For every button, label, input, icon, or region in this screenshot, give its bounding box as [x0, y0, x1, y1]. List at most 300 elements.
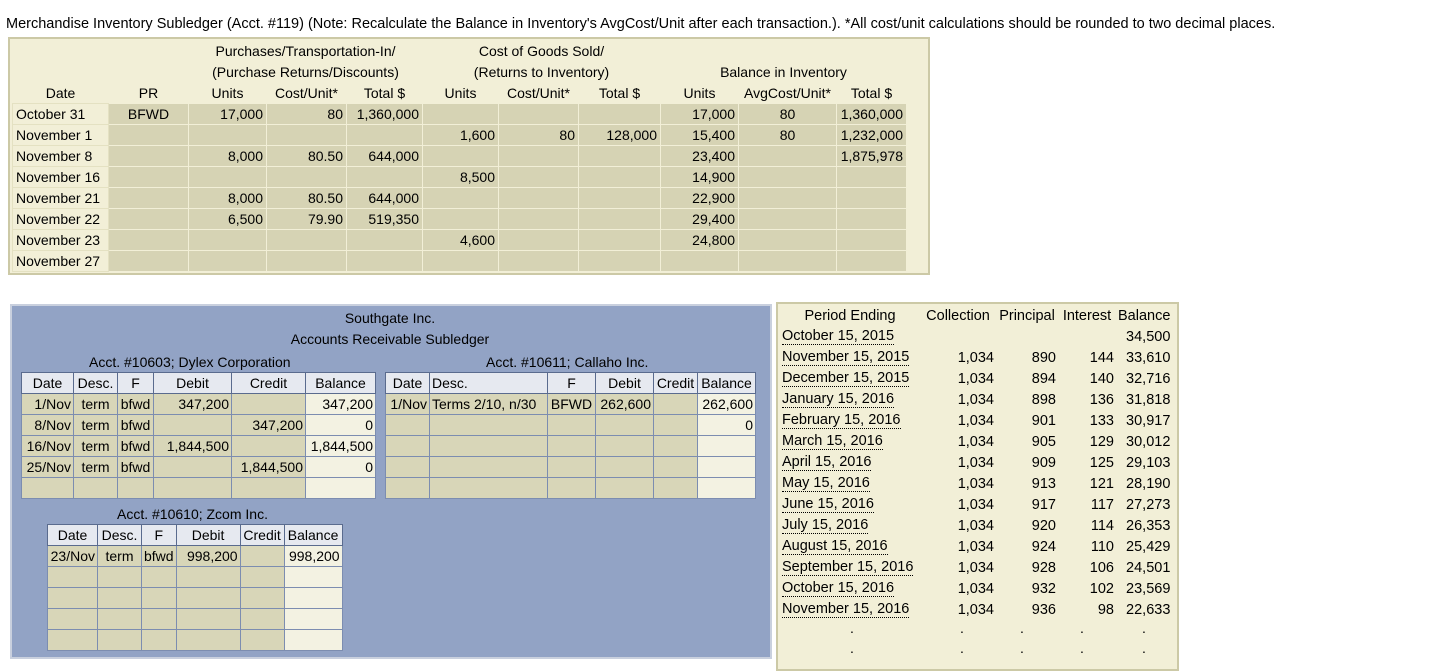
ar-company-name: Southgate Inc. — [344, 310, 436, 326]
loan-cell-interest: 110 — [1090, 538, 1114, 555]
dylex-cell-credit[interactable] — [232, 394, 306, 415]
loan-cell-collection: 1,034 — [957, 454, 994, 471]
callaho-account-title: Acct. #10611; Callaho Inc. — [486, 354, 649, 370]
loan-period-label: March 15, 2016 — [782, 433, 883, 449]
loan-row — [780, 536, 1172, 557]
loan-col-period-ending-header: Period Ending — [804, 307, 896, 324]
loan-period-label: October 15, 2015 — [782, 328, 895, 344]
inv-cell-bal-units[interactable]: 14,900 — [661, 167, 739, 188]
inv-cell-bal-total[interactable]: 1,875,978 — [837, 146, 907, 167]
loan-cell-principal: 890 — [1031, 349, 1056, 366]
inv-cell-cogs-total[interactable] — [579, 230, 661, 251]
inv-cell-purch-units[interactable]: 8,000 — [189, 146, 267, 167]
inv-cell-purch-units[interactable]: 6,500 — [189, 209, 267, 230]
inv-cell-cogs-cost[interactable]: 80 — [499, 125, 579, 146]
inv-cell-bal-avgcost[interactable]: 80 — [739, 125, 837, 146]
inv-cell-bal-avgcost[interactable] — [739, 251, 837, 272]
callaho-cell-debit[interactable] — [596, 478, 654, 499]
loan-cell-balance: 32,716 — [1126, 370, 1171, 387]
loan-period-label: January 15, 2016 — [782, 391, 895, 407]
dylex-row — [22, 436, 376, 457]
dylex-cell-balance[interactable] — [306, 478, 376, 499]
inv-cell-purch-total[interactable] — [347, 125, 423, 146]
zcom-col-balance-header: Balance — [284, 525, 342, 546]
callaho-cell-folio[interactable] — [548, 415, 596, 436]
continuation-dot: . — [1142, 620, 1146, 636]
inv-cell-purch-cost[interactable] — [267, 125, 347, 146]
callaho-cell-credit[interactable] — [654, 478, 698, 499]
zcom-cell-date[interactable] — [48, 630, 98, 651]
loan-cell-principal: 905 — [1031, 433, 1056, 450]
callaho-cell-balance[interactable] — [698, 478, 756, 499]
inv-cell-cogs-cost[interactable] — [499, 230, 579, 251]
dylex-cell-folio[interactable]: bfwd — [118, 436, 154, 457]
dylex-cell-folio[interactable]: bfwd — [118, 394, 154, 415]
callaho-account-table — [385, 372, 756, 499]
inv-cell-cogs-total[interactable] — [579, 146, 661, 167]
loan-cell-balance: 24,501 — [1126, 559, 1171, 576]
callaho-cell-desc[interactable] — [430, 436, 548, 457]
dylex-cell-debit[interactable] — [154, 478, 232, 499]
loan-row — [780, 431, 1172, 452]
inv-col-cogs-cost-header: Cost/Unit* — [506, 84, 571, 101]
loan-cell-period-ending — [780, 431, 920, 452]
loan-cell-collection: 1,034 — [957, 496, 994, 513]
dylex-cell-date[interactable] — [22, 478, 74, 499]
dylex-col-credit-header: Credit — [232, 373, 306, 394]
inv-cell-purch-total[interactable]: 519,350 — [347, 209, 423, 230]
zcom-cell-folio[interactable] — [142, 630, 177, 651]
loan-cell-principal — [996, 326, 1058, 347]
callaho-col-debit-header: Debit — [596, 373, 654, 394]
loan-cell-balance: 34,500 — [1126, 328, 1171, 345]
inv-cell-bal-total[interactable] — [837, 167, 907, 188]
dylex-cell-date[interactable]: 16/Nov — [22, 436, 74, 457]
zcom-cell-balance[interactable] — [284, 630, 342, 651]
zcom-cell-desc[interactable]: term — [98, 546, 142, 567]
inv-cell-cogs-total[interactable]: 128,000 — [579, 125, 661, 146]
zcom-cell-balance[interactable] — [284, 609, 342, 630]
loan-cell-principal: 924 — [1031, 538, 1056, 555]
dylex-cell-folio[interactable] — [118, 478, 154, 499]
zcom-header-row — [48, 525, 343, 546]
callaho-cell-debit[interactable] — [596, 415, 654, 436]
inv-cell-purch-cost[interactable] — [267, 230, 347, 251]
purchases-group-header-1: Purchases/Transportation-In/ — [215, 42, 396, 59]
loan-row — [780, 578, 1172, 599]
inv-cell-purch-units[interactable] — [189, 230, 267, 251]
inv-cell-bal-units[interactable]: 17,000 — [661, 104, 739, 125]
dylex-cell-date[interactable]: 8/Nov — [22, 415, 74, 436]
dylex-cell-desc[interactable]: term — [74, 457, 118, 478]
loan-cell-interest: 121 — [1089, 475, 1114, 492]
callaho-cell-balance[interactable] — [698, 436, 756, 457]
callaho-cell-folio[interactable]: BFWD — [548, 394, 596, 415]
loan-row — [780, 347, 1172, 368]
callaho-cell-desc[interactable] — [430, 478, 548, 499]
loan-period-label: April 15, 2016 — [782, 454, 872, 470]
inventory-row — [13, 209, 907, 230]
inv-cell-cogs-units[interactable] — [423, 188, 499, 209]
loan-cell-period-ending — [780, 368, 920, 389]
instruction-note: Merchandise Inventory Subledger (Acct. #119) (Note: Recalculate the Balance in Inventory's AvgCost/Unit after each transaction.). *All cost/unit calculations should be rounded to two decimal places. — [6, 16, 1276, 32]
inv-cell-bal-units[interactable]: 29,400 — [661, 209, 739, 230]
zcom-cell-folio[interactable] — [142, 567, 177, 588]
loan-cell-collection: 1,034 — [957, 559, 994, 576]
dylex-cell-folio[interactable]: bfwd — [118, 415, 154, 436]
inv-cell-cogs-cost[interactable] — [499, 209, 579, 230]
zcom-cell-desc[interactable] — [98, 609, 142, 630]
dylex-cell-desc[interactable]: term — [74, 415, 118, 436]
continuation-dot: . — [1020, 640, 1024, 656]
callaho-cell-date[interactable] — [386, 478, 430, 499]
callaho-cell-folio[interactable] — [548, 457, 596, 478]
dylex-cell-desc[interactable] — [74, 478, 118, 499]
inv-cell-cogs-units[interactable] — [423, 251, 499, 272]
loan-cell-period-ending — [780, 557, 920, 578]
dylex-row — [22, 415, 376, 436]
dylex-row — [22, 478, 376, 499]
dylex-col-balance-header: Balance — [306, 373, 376, 394]
dylex-account-title: Acct. #10603; Dylex Corporation — [89, 354, 291, 370]
inv-col-pr-header: PR — [138, 84, 159, 101]
inv-cell-cogs-total[interactable] — [579, 104, 661, 125]
loan-cell-interest: 140 — [1089, 370, 1114, 387]
cogs-group-header-1: Cost of Goods Sold/ — [478, 42, 605, 59]
zcom-row — [48, 588, 343, 609]
inv-cell-purch-total[interactable]: 644,000 — [347, 146, 423, 167]
loan-period-label: February 15, 2016 — [782, 412, 901, 428]
loan-cell-balance: 30,917 — [1126, 412, 1171, 429]
inv-cell-cogs-total[interactable] — [579, 167, 661, 188]
zcom-cell-debit[interactable] — [176, 609, 240, 630]
callaho-col-desc-header: Desc. — [430, 373, 548, 394]
zcom-cell-debit[interactable] — [176, 630, 240, 651]
inv-cell-cogs-total[interactable] — [579, 188, 661, 209]
loan-cell-collection: 1,034 — [957, 433, 994, 450]
zcom-cell-credit[interactable] — [240, 609, 284, 630]
inv-cell-pr[interactable] — [109, 251, 189, 272]
inv-cell-bal-total[interactable]: 1,232,000 — [837, 125, 907, 146]
zcom-cell-credit[interactable] — [240, 630, 284, 651]
loan-period-label: July 15, 2016 — [782, 517, 869, 533]
inv-cell-bal-units[interactable]: 22,900 — [661, 188, 739, 209]
inv-col-bal-total-header: Total $ — [850, 84, 893, 101]
inv-cell-bal-total[interactable] — [837, 230, 907, 251]
inventory-row — [13, 167, 907, 188]
continuation-dot: . — [960, 620, 964, 636]
callaho-cell-folio[interactable] — [548, 478, 596, 499]
loan-row — [780, 515, 1172, 536]
dylex-cell-balance[interactable]: 1,844,500 — [306, 436, 376, 457]
zcom-cell-debit[interactable]: 998,200 — [176, 546, 240, 567]
inv-cell-cogs-total[interactable] — [579, 251, 661, 272]
zcom-col-folio-header: F — [142, 525, 177, 546]
loan-cell-interest: 133 — [1089, 412, 1114, 429]
loan-period-label: November 15, 2015 — [782, 349, 910, 365]
loan-col-collection-header: Collection — [926, 307, 990, 324]
inv-cell-purch-units[interactable] — [189, 167, 267, 188]
callaho-cell-desc[interactable] — [430, 457, 548, 478]
dylex-cell-debit[interactable] — [154, 415, 232, 436]
inv-cell-bal-units[interactable] — [661, 251, 739, 272]
loan-cell-principal: 894 — [1031, 370, 1056, 387]
loan-period-label: October 15, 2016 — [782, 580, 895, 596]
dylex-cell-date[interactable]: 1/Nov — [22, 394, 74, 415]
zcom-cell-date[interactable] — [48, 609, 98, 630]
callaho-cell-date[interactable]: 1/Nov — [386, 394, 430, 415]
loan-cell-collection: 1,034 — [957, 538, 994, 555]
inv-cell-bal-avgcost[interactable]: 80 — [739, 104, 837, 125]
dylex-cell-desc[interactable]: term — [74, 436, 118, 457]
inv-cell-purch-total[interactable] — [347, 230, 423, 251]
inv-cell-pr[interactable] — [109, 125, 189, 146]
inv-cell-cogs-cost[interactable] — [499, 188, 579, 209]
loan-cell-interest: 136 — [1089, 391, 1114, 408]
inv-cell-purch-cost[interactable]: 80 — [267, 104, 347, 125]
dylex-cell-folio[interactable]: bfwd — [118, 457, 154, 478]
loan-header-row — [780, 305, 1172, 326]
zcom-cell-debit[interactable] — [176, 588, 240, 609]
zcom-cell-folio[interactable] — [142, 588, 177, 609]
dylex-cell-debit[interactable]: 347,200 — [154, 394, 232, 415]
loan-cell-period-ending — [780, 494, 920, 515]
inventory-subledger-table — [12, 40, 907, 272]
loan-cell-principal: 909 — [1031, 454, 1056, 471]
loan-cell-period-ending — [780, 326, 920, 347]
loan-period-label: December 15, 2015 — [782, 370, 910, 386]
inv-col-cogs-units-header: Units — [444, 84, 477, 101]
inv-cell-cogs-units[interactable] — [423, 209, 499, 230]
inv-cell-purch-units[interactable]: 8,000 — [189, 188, 267, 209]
callaho-cell-date[interactable] — [386, 436, 430, 457]
continuation-dot: . — [1080, 640, 1084, 656]
inventory-row — [13, 251, 907, 272]
inventory-row — [13, 230, 907, 251]
inv-cell-purch-cost[interactable] — [267, 167, 347, 188]
loan-cell-interest: 102 — [1089, 580, 1114, 597]
inv-cell-bal-total[interactable] — [837, 188, 907, 209]
inv-cell-bal-avgcost[interactable] — [739, 209, 837, 230]
inv-cell-pr[interactable] — [109, 188, 189, 209]
loan-cell-principal: 913 — [1031, 475, 1056, 492]
zcom-cell-balance[interactable] — [284, 567, 342, 588]
loan-period-label: August 15, 2016 — [782, 538, 888, 554]
inv-cell-bal-units[interactable]: 24,800 — [661, 230, 739, 251]
inv-cell-purch-units[interactable] — [189, 125, 267, 146]
dylex-cell-desc[interactable]: term — [74, 394, 118, 415]
callaho-cell-date[interactable] — [386, 415, 430, 436]
loan-cell-balance: 28,190 — [1126, 475, 1171, 492]
zcom-cell-balance[interactable] — [284, 588, 342, 609]
inv-cell-bal-avgcost[interactable] — [739, 230, 837, 251]
inv-cell-purch-units[interactable] — [189, 251, 267, 272]
inv-cell-cogs-units[interactable] — [423, 146, 499, 167]
inv-col-date-header: Date — [45, 84, 76, 101]
inv-cell-cogs-cost[interactable] — [499, 104, 579, 125]
loan-period-label: May 15, 2016 — [782, 475, 870, 491]
inv-cell-cogs-cost[interactable] — [499, 146, 579, 167]
inv-cell-purch-total[interactable]: 644,000 — [347, 188, 423, 209]
inv-cell-date: November 8 — [13, 146, 109, 167]
inv-cell-pr[interactable] — [109, 167, 189, 188]
loan-col-interest-header: Interest — [1062, 307, 1112, 324]
callaho-cell-balance[interactable]: 0 — [698, 415, 756, 436]
loan-cell-principal: 920 — [1031, 517, 1056, 534]
dylex-account-table — [21, 372, 376, 499]
zcom-col-date-header: Date — [48, 525, 98, 546]
loan-cell-balance: 31,818 — [1126, 391, 1171, 408]
inv-cell-purch-units[interactable]: 17,000 — [189, 104, 267, 125]
inv-cell-date: November 16 — [13, 167, 109, 188]
callaho-cell-debit[interactable]: 262,600 — [596, 394, 654, 415]
loan-cell-interest: 117 — [1090, 496, 1114, 513]
zcom-cell-desc[interactable] — [98, 567, 142, 588]
loan-cell-interest: 114 — [1090, 517, 1114, 534]
loan-cell-period-ending — [780, 452, 920, 473]
loan-row — [780, 473, 1172, 494]
inv-cell-cogs-total[interactable] — [579, 209, 661, 230]
dylex-cell-balance[interactable]: 0 — [306, 415, 376, 436]
loan-cell-interest: 125 — [1089, 454, 1114, 471]
dylex-cell-debit[interactable] — [154, 457, 232, 478]
loan-cell-period-ending — [780, 599, 920, 620]
callaho-col-folio-header: F — [548, 373, 596, 394]
inv-cell-pr[interactable] — [109, 230, 189, 251]
inv-cell-bal-avgcost[interactable] — [739, 146, 837, 167]
inv-cell-pr[interactable]: BFWD — [109, 104, 189, 125]
inv-col-purch-cost-header: Cost/Unit* — [274, 84, 339, 101]
inv-col-purch-total-header: Total $ — [363, 84, 406, 101]
zcom-cell-balance[interactable]: 998,200 — [284, 546, 342, 567]
zcom-cell-date[interactable] — [48, 567, 98, 588]
zcom-col-desc-header: Desc. — [98, 525, 142, 546]
inv-cell-bal-total[interactable] — [837, 251, 907, 272]
callaho-cell-credit[interactable] — [654, 436, 698, 457]
dylex-col-debit-header: Debit — [154, 373, 232, 394]
loan-cell-balance: 25,429 — [1126, 538, 1171, 555]
zcom-cell-desc[interactable] — [98, 588, 142, 609]
zcom-cell-debit[interactable] — [176, 567, 240, 588]
inv-cell-cogs-cost[interactable] — [499, 167, 579, 188]
inv-cell-pr[interactable] — [109, 209, 189, 230]
zcom-cell-credit[interactable] — [240, 588, 284, 609]
zcom-cell-date[interactable] — [48, 588, 98, 609]
inv-cell-bal-units[interactable]: 15,400 — [661, 125, 739, 146]
loan-cell-interest: 129 — [1089, 433, 1114, 450]
callaho-cell-folio[interactable] — [548, 436, 596, 457]
inv-cell-cogs-units[interactable]: 8,500 — [423, 167, 499, 188]
inv-cell-bal-total[interactable] — [837, 209, 907, 230]
inv-cell-purch-cost[interactable]: 79.90 — [267, 209, 347, 230]
inv-cell-purch-total[interactable] — [347, 167, 423, 188]
inv-cell-bal-units[interactable]: 23,400 — [661, 146, 739, 167]
inv-cell-cogs-units[interactable]: 1,600 — [423, 125, 499, 146]
loan-cell-interest: 98 — [1097, 601, 1114, 618]
dylex-cell-balance[interactable]: 347,200 — [306, 394, 376, 415]
callaho-cell-credit[interactable] — [654, 394, 698, 415]
inv-cell-cogs-cost[interactable] — [499, 251, 579, 272]
zcom-cell-credit[interactable] — [240, 546, 284, 567]
zcom-cell-folio[interactable]: bfwd — [142, 546, 177, 567]
continuation-dot: . — [1142, 640, 1146, 656]
inv-cell-date: November 22 — [13, 209, 109, 230]
loan-period-label: June 15, 2016 — [782, 496, 874, 512]
dylex-col-desc-header: Desc. — [74, 373, 118, 394]
loan-cell-balance: 23,569 — [1126, 580, 1171, 597]
callaho-cell-date[interactable] — [386, 457, 430, 478]
inv-cell-bal-avgcost[interactable] — [739, 188, 837, 209]
loan-cell-period-ending — [780, 389, 920, 410]
dylex-cell-date[interactable]: 25/Nov — [22, 457, 74, 478]
callaho-cell-debit[interactable] — [596, 436, 654, 457]
loan-cell-interest: 106 — [1089, 559, 1114, 576]
callaho-cell-balance[interactable]: 262,600 — [698, 394, 756, 415]
note-receivable-schedule-table — [780, 305, 1172, 620]
inv-cell-cogs-units[interactable]: 4,600 — [423, 230, 499, 251]
callaho-cell-balance[interactable] — [698, 457, 756, 478]
dylex-cell-credit[interactable]: 347,200 — [232, 415, 306, 436]
purchases-group-header-2: (Purchase Returns/Discounts) — [212, 63, 399, 80]
loan-cell-collection: 1,034 — [957, 391, 994, 408]
callaho-cell-credit[interactable] — [654, 415, 698, 436]
loan-col-principal-header: Principal — [999, 307, 1055, 324]
callaho-cell-credit[interactable] — [654, 457, 698, 478]
callaho-col-balance-header: Balance — [698, 373, 756, 394]
continuation-dot: . — [1020, 620, 1024, 636]
dylex-cell-credit[interactable]: 1,844,500 — [232, 457, 306, 478]
callaho-cell-desc[interactable]: Terms 2/10, n/30 — [430, 394, 548, 415]
loan-cell-period-ending — [780, 473, 920, 494]
loan-cell-period-ending — [780, 578, 920, 599]
inventory-row — [13, 146, 907, 167]
dylex-row — [22, 394, 376, 415]
zcom-cell-folio[interactable] — [142, 609, 177, 630]
inv-cell-purch-total[interactable] — [347, 251, 423, 272]
loan-cell-collection: 1,034 — [957, 601, 994, 618]
inv-cell-date: November 21 — [13, 188, 109, 209]
zcom-cell-credit[interactable] — [240, 567, 284, 588]
callaho-cell-debit[interactable] — [596, 457, 654, 478]
zcom-account-table — [47, 524, 343, 651]
loan-row — [780, 557, 1172, 578]
zcom-cell-date[interactable]: 23/Nov — [48, 546, 98, 567]
ar-subledger-title: Accounts Receivable Subledger — [290, 331, 490, 347]
inv-cell-purch-cost[interactable] — [267, 251, 347, 272]
loan-cell-period-ending — [780, 347, 920, 368]
inv-cell-pr[interactable] — [109, 146, 189, 167]
dylex-cell-credit[interactable] — [232, 478, 306, 499]
inv-cell-purch-total[interactable]: 1,360,000 — [347, 104, 423, 125]
inv-cell-bal-avgcost[interactable] — [739, 167, 837, 188]
zcom-col-credit-header: Credit — [240, 525, 284, 546]
callaho-cell-desc[interactable] — [430, 415, 548, 436]
inv-cell-date: November 23 — [13, 230, 109, 251]
inv-cell-cogs-units[interactable] — [423, 104, 499, 125]
loan-cell-collection: 1,034 — [957, 370, 994, 387]
dylex-cell-debit[interactable]: 1,844,500 — [154, 436, 232, 457]
loan-cell-principal: 936 — [1031, 601, 1056, 618]
loan-period-label: November 15, 2016 — [782, 601, 910, 617]
dylex-cell-balance[interactable]: 0 — [306, 457, 376, 478]
dylex-col-folio-header: F — [118, 373, 154, 394]
inv-cell-bal-total[interactable]: 1,360,000 — [837, 104, 907, 125]
dylex-cell-credit[interactable] — [232, 436, 306, 457]
zcom-cell-desc[interactable] — [98, 630, 142, 651]
cogs-group-header-2: (Returns to Inventory) — [473, 63, 610, 80]
inv-cell-purch-cost[interactable]: 80.50 — [267, 188, 347, 209]
inv-cell-purch-cost[interactable]: 80.50 — [267, 146, 347, 167]
